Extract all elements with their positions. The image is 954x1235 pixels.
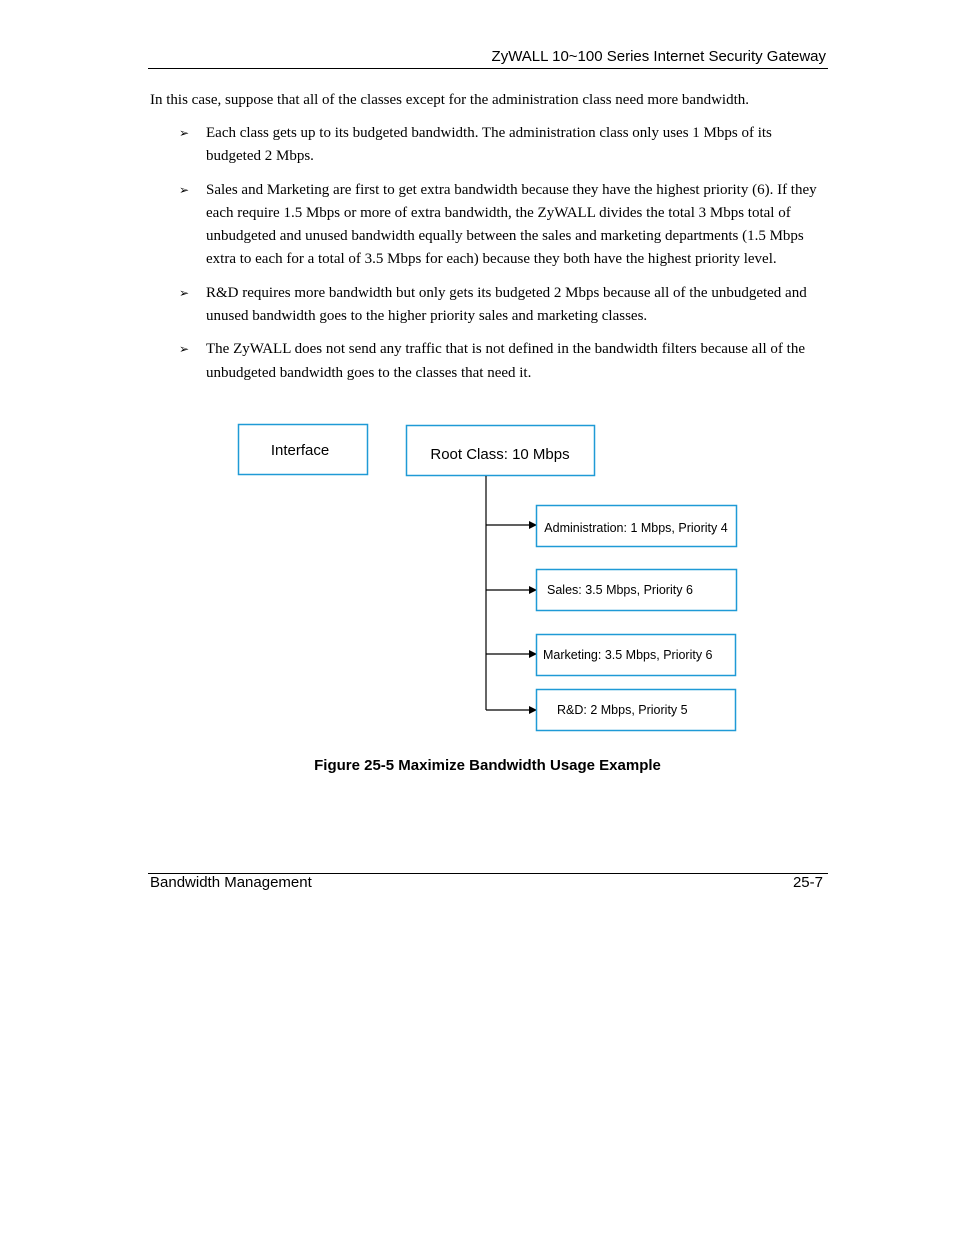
class-label-marketing: Marketing: 3.5 Mbps, Priority 6 — [543, 648, 713, 662]
bullet-text: Each class gets up to its budgeted bandwidth. The administration class only uses 1 Mbps of its budgeted 2 Mbps. — [206, 125, 772, 165]
arrow-bullet-icon: ➢ — [179, 182, 190, 197]
interface-label: Interface — [270, 442, 330, 459]
bullet-text: Sales and Marketing are first to get extra bandwidth because they have the highest priority (6). If they each require 1.5 Mbps or more of extra bandwidth, the ZyWALL divides the total 3 Mbps total of unbudgeted and unused bandwidth equally between the sales and marketing departments (1.5 Mbps extra to each for a total of 3.5 Mbps for each) because they both have the highest priority level. — [206, 181, 817, 268]
running-header-title: ZyWALL 10~100 Series Internet Security Gateway — [491, 48, 826, 65]
footer-section-title: Bandwidth Management — [150, 874, 312, 891]
bullet-text: R&D requires more bandwidth but only gets its budgeted 2 Mbps because all of the unbudgeted and unused bandwidth goes to the higher priority sales and marketing classes. — [206, 284, 807, 325]
arrow-bullet-icon: ➢ — [179, 126, 190, 140]
arrow-bullet-icon: ➢ — [179, 342, 190, 357]
root-class-label: Root Class: 10 Mbps — [430, 446, 570, 463]
class-label-sales: Sales: 3.5 Mbps, Priority 6 — [547, 583, 693, 597]
footer-page-number: 25-7 — [792, 874, 823, 891]
figure-caption: Figure 25-5 Maximize Bandwidth Usage Example — [314, 757, 661, 774]
bullet-text: The ZyWALL does not send any traffic that is not defined in the bandwidth filters because all of the unbudgeted bandwidth goes to the classes that need it. — [206, 341, 805, 381]
class-label-administration: Administration: 1 Mbps, Priority 4 — [544, 521, 728, 535]
arrow-bullet-icon: ➢ — [179, 285, 190, 300]
intro-paragraph: In this case, suppose that all of the classes except for the administration class need more bandwidth. — [150, 92, 749, 108]
class-label-rnd: R&D: 2 Mbps, Priority 5 — [557, 703, 688, 717]
